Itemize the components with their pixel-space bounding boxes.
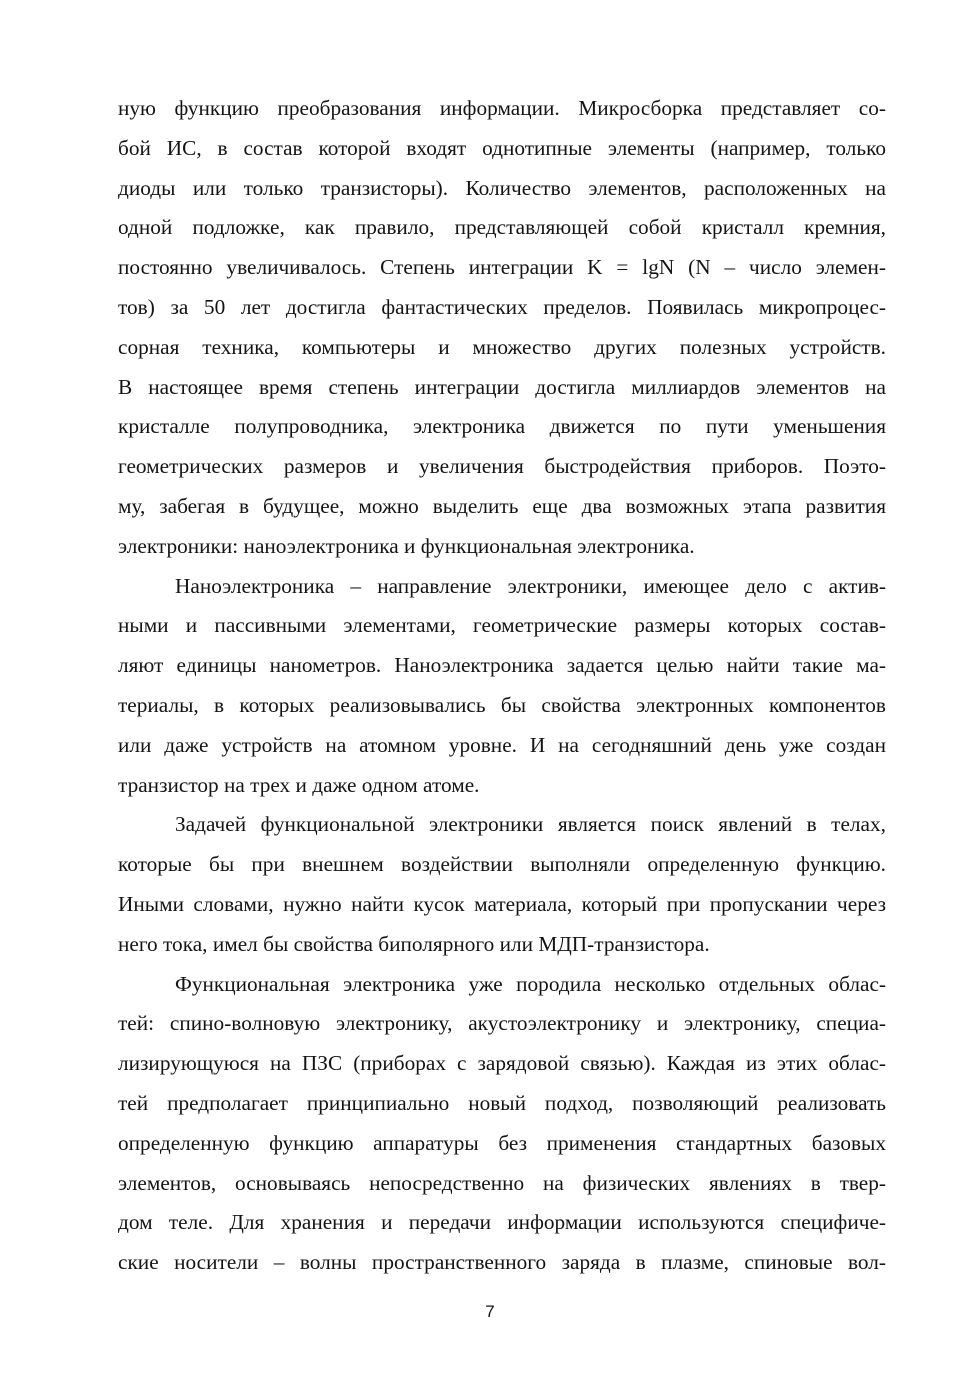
paragraph: [118, 965, 886, 1283]
text-line: ную функцию преобразования информации. Микросборка представляет со-: [118, 96, 886, 120]
text-line: тей предполагает принципиально новый подход, позволяющий реализовать: [118, 1090, 886, 1115]
text-line: бой ИС, в состав которой входят однотипные элементы (например, только: [118, 135, 886, 160]
text-line: Наноэлектроника – направление электроники, имеющее дело с актив-: [175, 573, 886, 598]
text-line: диоды или только транзисторы). Количество элементов, расположенных на: [118, 175, 886, 200]
text-line: му, забегая в будущее, можно выделить еще два возможных этапа развития: [118, 493, 886, 518]
text-line: него тока, имел бы свойства биполярного или МДП-транзистора.: [118, 931, 710, 956]
paragraph: [118, 89, 886, 567]
text-line: постоянно увеличивалось. Степень интеграции K = lgN (N – число элемен-: [118, 255, 886, 280]
text-line: электроники: наноэлектроника и функциональная электроника.: [118, 533, 695, 558]
text-line: определенную функцию аппаратуры без применения стандартных базовых: [118, 1130, 886, 1155]
text-line: тей: спино-волновую электронику, акустоэлектронику и электронику, специа-: [118, 1011, 886, 1036]
text-body: [118, 89, 886, 1283]
text-line: Функциональная электроника уже породила несколько отдельных облас-: [175, 971, 886, 996]
page-number: 7: [485, 1302, 495, 1321]
text-line: Задачей функциональной электроники является поиск явлений в телах,: [175, 812, 886, 837]
text-line: териалы, в которых реализовывались бы свойства электронных компонентов: [118, 692, 886, 717]
text-line: геометрических размеров и увеличения быстродействия приборов. Поэто-: [118, 454, 886, 479]
text-line: сорная техника, компьютеры и множество других полезных устройств.: [118, 334, 886, 359]
text-line: одной подложке, как правило, представляющей собой кристалл кремния,: [118, 215, 886, 240]
paragraph: [118, 567, 886, 806]
text-line: транзистор на трех и даже одном атоме.: [118, 772, 480, 797]
text-line: В настоящее время степень интеграции достигла миллиардов элементов на: [118, 374, 886, 399]
text-line: ляют единицы нанометров. Наноэлектроника задается целью найти такие ма-: [118, 653, 886, 678]
text-line: дом теле. Для хранения и передачи информации используются специфиче-: [118, 1210, 886, 1235]
text-line: кристалле полупроводника, электроника движется по пути уменьшения: [118, 414, 886, 439]
text-line: Иными словами, нужно найти кусок материала, который при пропускании через: [118, 891, 886, 916]
paragraph: [118, 805, 886, 964]
text-line: лизирующуюся на ПЗС (приборах с зарядовой связью). Каждая из этих облас-: [118, 1051, 886, 1076]
text-line: ными и пассивными элементами, геометрические размеры которых состав-: [118, 613, 886, 638]
text-line: элементов, основываясь непосредственно на физических явлениях в твер-: [118, 1170, 886, 1195]
text-line: которые бы при внешнем воздействии выполняли определенную функцию.: [118, 852, 886, 877]
text-line: тов) за 50 лет достигла фантастических пределов. Появилась микропроцес-: [118, 294, 886, 319]
text-line: или даже устройств на атомном уровне. И на сегодняшний день уже создан: [118, 732, 886, 757]
text-line: ские носители – волны пространственного заряда в плазме, спиновые вол-: [118, 1250, 886, 1275]
